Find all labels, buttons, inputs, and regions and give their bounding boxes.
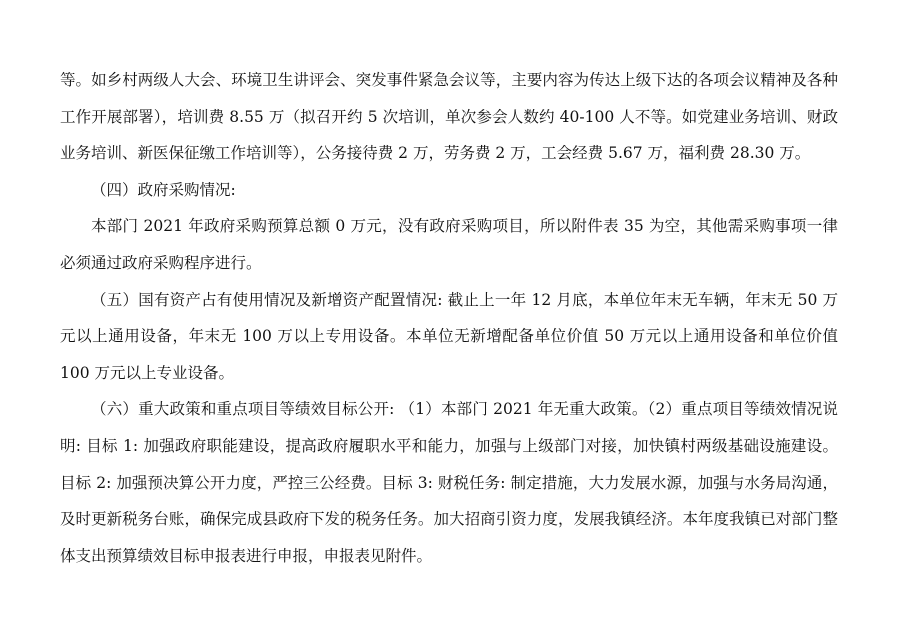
paragraph-section-4-body: 本部门 2021 年政府采购预算总额 0 万元，没有政府采购项目，所以附件表 35 为空，其他需采购事项一律必须通过政府采购程序进行。 xyxy=(60,217,838,272)
paragraph-training-continued: 等。如乡村两级人大会、环境卫生讲评会、突发事件紧急会议等，主要内容为传达上级下达的各项会议精神及各种工作开展部署），培训费 8.55 万（拟召开约 5 次培训，单次参会人数约 40-100 人不等。如党建业务培训、财政业务培训、新医保征缴工作培训等），公务接待费 2 万，劳务费 2 万，工会经费 5.67 万，福利费 28.30 万。 xyxy=(60,71,838,163)
section-4-heading: （四）政府采购情况: xyxy=(91,180,236,199)
paragraph-section-5: （五）国有资产占有使用情况及新增资产配置情况: 截止上一年 12 月底，本单位年末无车辆，年末无 50 万元以上通用设备，年末无 100 万以上专用设备。本单位无新增配备单位价值 50 万元以上通用设备和单位价值 100 万元以上专业设备。 xyxy=(60,290,838,382)
paragraph-section-6: （六）重大政策和重点项目等绩效目标公开: （1）本部门 2021 年无重大政策。（2）重点项目等绩效情况说明: 目标 1: 加强政府职能建设，提高政府履职水平和能力，加强与上级部门对接，加快镇村两级基础设施建设。目标 2: 加强预决算公开力度，严控三公经费。目标 3: 财税任务: 制定措施，大力发展水源，加强与水务局沟通，及时更新税务台账，确保完成县政府下发的税务任务。加大招商引资力度，发展我镇经济。本年度我镇已对部门整体支出预算绩效目标申报表进行申报，申报表见附件。 xyxy=(60,400,838,565)
